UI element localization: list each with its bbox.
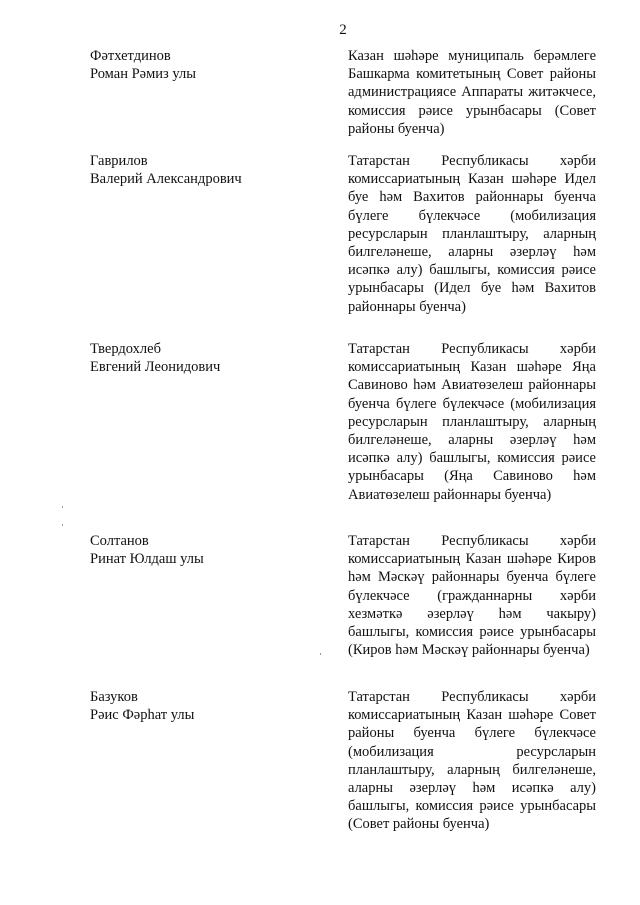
member-given-name: Роман Рәмиз улы (90, 66, 196, 82)
member-surname: Гаврилов (90, 153, 148, 169)
scan-speck (320, 653, 321, 655)
member-given-name: Евгений Леонидович (90, 359, 221, 375)
member-given-name: Рәис Фәрһат улы (90, 707, 195, 723)
member-surname: Базуков (90, 689, 138, 705)
member-name (90, 47, 310, 83)
member-surname: Твердохлеб (90, 341, 161, 357)
scan-speck (62, 506, 63, 508)
member-given-name: Валерий Александрович (90, 171, 242, 187)
member-position: Казан шәһәре муниципаль берәмлеге Башкарма комитетының Совет районы администрациясе Аппараты житәкчесе, комиссия рәисе урынбасары (Совет районы буенча) (348, 48, 596, 137)
member-name (90, 532, 310, 568)
member-given-name: Ринат Юлдаш улы (90, 551, 204, 567)
scan-speck (62, 524, 63, 526)
page-number: 2 (339, 22, 347, 38)
member-position: Татарстан Республикасы хәрби комиссариатының Казан шәһәре Киров һәм Мәскәү районнары буенча бүлеге бүлекчәсе (гражданнарны хәрби хезмәткә әзерләү һәм чакыру) башлыгы, комиссия рәисе урынбасары (Киров һәм Мәскәү районнары буенча) (348, 533, 596, 659)
member-surname: Солтанов (90, 533, 149, 549)
member-position: Татарстан Республикасы хәрби комиссариатының Казан шәһәре Яңа Савиново һәм Авиатөзелеш районнары буенча бүлеге бүлекчәсе (мобилизация ресурсларын планлаштыру, аларның билгеләнеше, аларны әзерләү һәм исәпкә алу) башлыгы, комиссия рәисе урынбасары (Яңа Савиново һәм Авиатөзелеш районнары буенча) (348, 341, 596, 503)
member-name (90, 340, 310, 376)
member-position: Татарстан Республикасы хәрби комиссариатының Казан шәһәре Идел буе һәм Вахитов районнары буенча бүлеге бүлекчәсе (мобилизация ресурсларын планлаштыру, аларның билгеләнеше, аларны әзерләү һәм исәпкә алу) башлыгы, комиссия рәисе урынбасары (Идел буе һәм Вахитов районнары буенча) (348, 153, 596, 315)
member-name (90, 688, 310, 724)
member-name (90, 152, 310, 188)
member-surname: Фәтхетдинов (90, 48, 171, 64)
member-position: Татарстан Республикасы хәрби комиссариатының Казан шәһәре Совет районы буенча бүлеге бүлекчәсе (мобилизация ресурсларын планлаштыру, аларның билгеләнеше, аларны әзерләү һәм исәпкә алу) башлыгы, комиссия рәисе урынбасары (Совет районы буенча) (348, 689, 596, 833)
